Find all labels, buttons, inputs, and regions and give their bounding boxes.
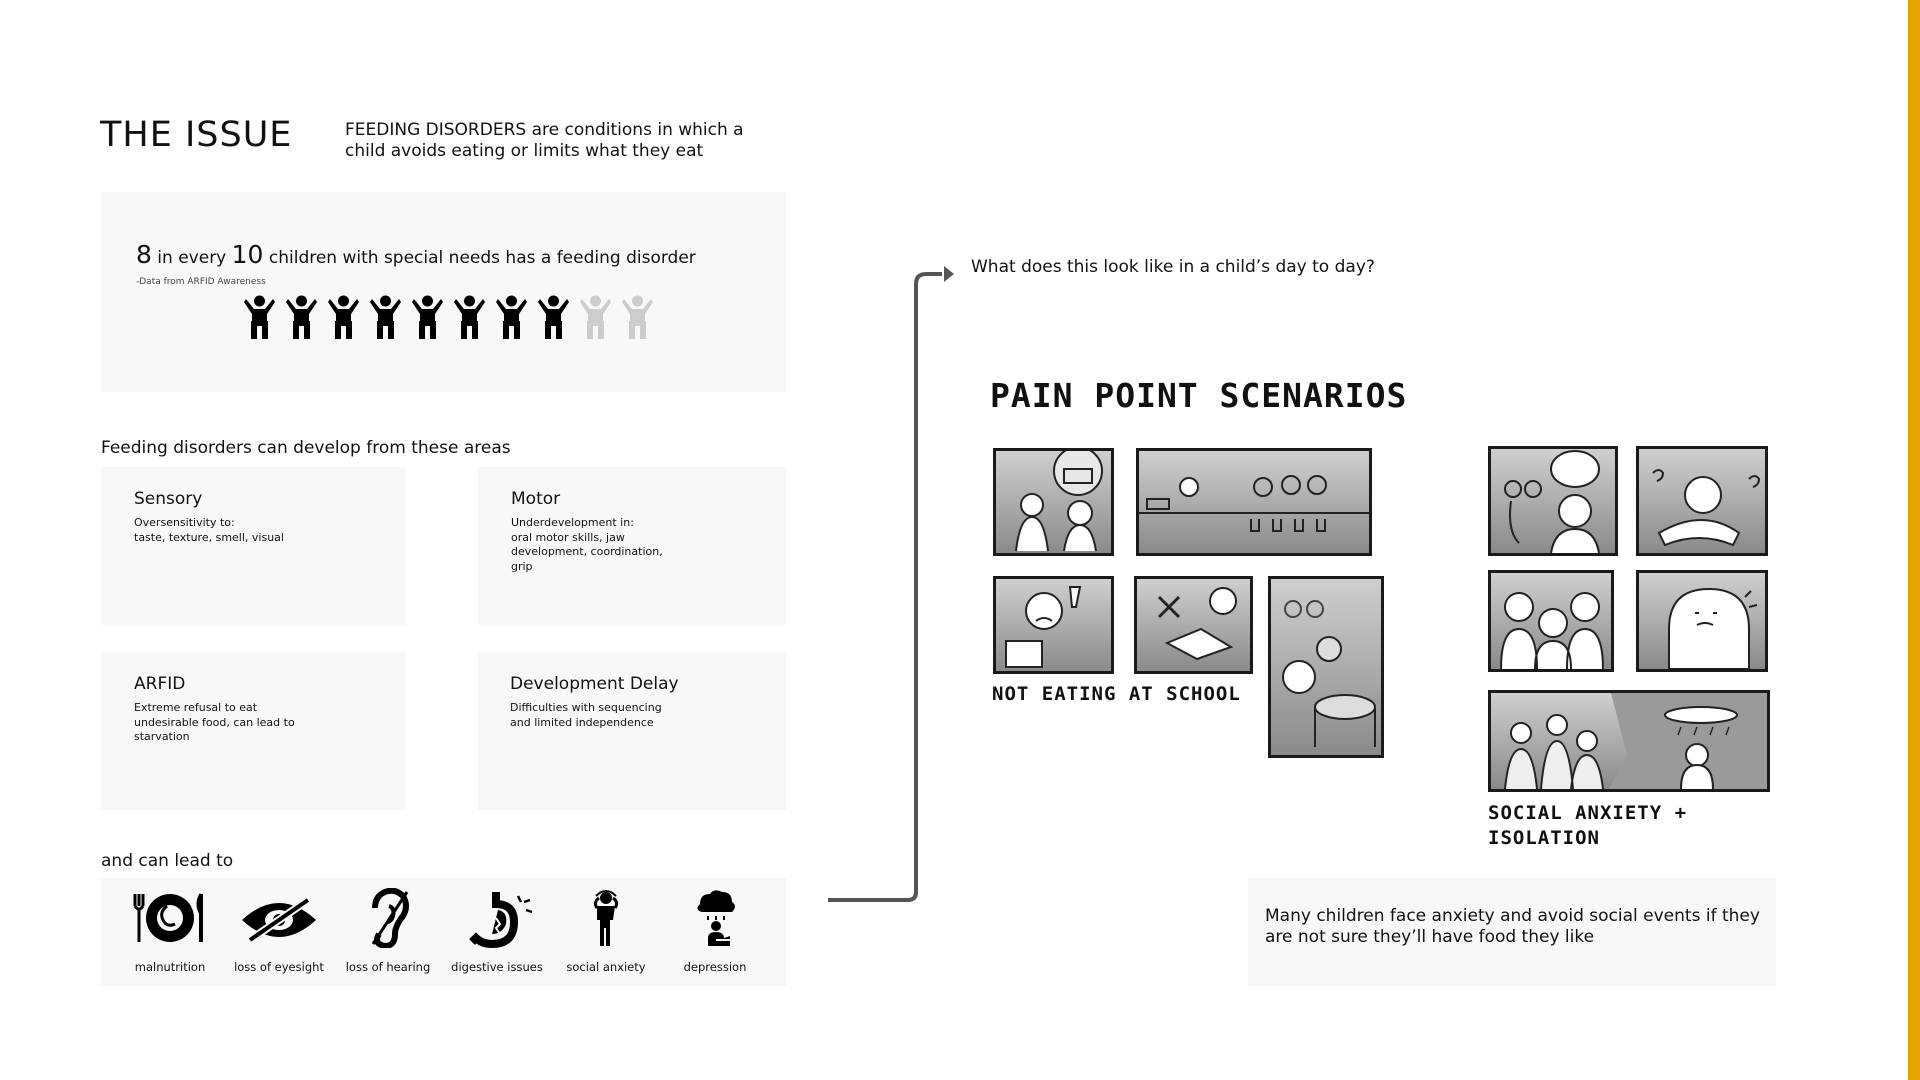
area-card-description: Extreme refusal to eat undesirable food, can lead to starvation — [134, 701, 295, 743]
storyboard-frame-social-2 — [1636, 446, 1768, 556]
child-figure-affected — [454, 295, 485, 339]
children-pictogram — [244, 295, 653, 339]
area-card-title: ARFID — [134, 674, 186, 694]
storyboard-frame-school-5 — [1268, 576, 1384, 758]
effect-digestive-issues — [442, 878, 552, 974]
storyboard-sketch — [1491, 693, 1767, 789]
area-card-description: Underdevelopment in: oral motor skills, jaw development, coordination, grip — [511, 516, 663, 573]
page-title: THE ISSUE — [100, 115, 293, 155]
storyboard-title: PAIN POINT SCENARIOS — [990, 376, 1408, 415]
area-card-title: Motor — [511, 489, 561, 509]
scenario-quote: Many children face anxiety and avoid social events if they are not sure they’ll have food they like — [1265, 906, 1760, 947]
storyboard-frame-social-5 — [1488, 690, 1770, 792]
effects-panel — [101, 878, 786, 986]
effect-malnutrition — [115, 878, 225, 974]
child-figure-affected — [286, 295, 317, 339]
storyboard-sketch — [996, 451, 1111, 553]
loss-of-hearing-icon — [345, 888, 431, 948]
effect-label: depression — [683, 960, 747, 974]
social-anxiety-icon — [563, 888, 649, 948]
storyboard-sketch — [1491, 573, 1611, 669]
child-figure-affected — [496, 295, 527, 339]
effect-social-anxiety — [551, 878, 661, 974]
storyboard-frame-school-4 — [1134, 576, 1253, 674]
storyboard-frame-school-3 — [993, 576, 1114, 674]
stat-number-total: 10 — [231, 240, 264, 269]
stat-text-in-every: in every — [151, 248, 232, 268]
scenario-question: What does this look like in a child’s day to day? — [971, 257, 1375, 277]
child-figure-unaffected — [622, 295, 653, 339]
stat-text-children: children with special needs has a feeding disorder — [263, 248, 696, 268]
caption-not-eating-at-school: NOT EATING AT SCHOOL — [992, 683, 1241, 705]
effect-loss-of-eyesight — [224, 878, 334, 974]
statistic-panel — [101, 192, 786, 392]
area-card-development-delay — [478, 652, 786, 810]
effects-heading: and can lead to — [101, 851, 234, 871]
malnutrition-icon — [127, 888, 213, 948]
digestive-issues-icon — [454, 888, 540, 948]
effect-label: digestive issues — [451, 960, 543, 974]
storyboard-sketch — [1491, 449, 1615, 553]
child-figure-affected — [244, 295, 275, 339]
storyboard-frame-school-1 — [993, 448, 1114, 556]
stat-source: -Data from ARFID Awareness — [136, 277, 266, 287]
storyboard-sketch — [1639, 449, 1765, 553]
storyboard-sketch — [1271, 579, 1381, 755]
caption-social-anxiety-isolation: SOCIAL ANXIETY + ISOLATION — [1488, 802, 1688, 849]
areas-heading: Feeding disorders can develop from these areas — [101, 438, 511, 458]
storyboard-frame-social-4 — [1636, 570, 1768, 672]
storyboard-frame-school-2 — [1136, 448, 1372, 556]
storyboard-sketch — [996, 579, 1111, 671]
storyboard-sketch — [1139, 451, 1369, 553]
area-card-arfid — [101, 652, 406, 810]
storyboard-sketch — [1639, 573, 1765, 669]
storyboard-frame-social-1 — [1488, 446, 1618, 556]
effect-depression — [660, 878, 770, 974]
child-figure-affected — [538, 295, 569, 339]
storyboard-sketch — [1137, 579, 1250, 671]
child-figure-affected — [328, 295, 359, 339]
depression-icon — [672, 888, 758, 948]
feeding-disorders-definition: FEEDING DISORDERS are conditions in which a child avoids eating or limits what they eat — [345, 120, 744, 161]
effect-label: social anxiety — [566, 960, 646, 974]
child-figure-unaffected — [580, 295, 611, 339]
area-card-description: Oversensitivity to: taste, texture, smell, visual — [134, 516, 284, 544]
connector-arrow — [820, 262, 960, 912]
effect-label: loss of eyesight — [234, 960, 324, 974]
child-figure-affected — [370, 295, 401, 339]
loss-of-eyesight-icon — [236, 888, 322, 948]
area-card-title: Development Delay — [510, 674, 679, 694]
effect-loss-of-hearing — [333, 878, 443, 974]
effect-label: malnutrition — [134, 960, 206, 974]
accent-bar — [1908, 0, 1920, 1080]
area-card-description: Difficulties with sequencing and limited independence — [510, 701, 662, 729]
storyboard-frame-social-3 — [1488, 570, 1614, 672]
child-figure-affected — [412, 295, 443, 339]
statistic-sentence — [136, 240, 696, 269]
area-card-title: Sensory — [134, 489, 203, 509]
area-card-sensory — [101, 467, 406, 625]
stat-number-affected: 8 — [136, 240, 152, 269]
area-card-motor — [478, 467, 786, 625]
effect-label: loss of hearing — [345, 960, 431, 974]
